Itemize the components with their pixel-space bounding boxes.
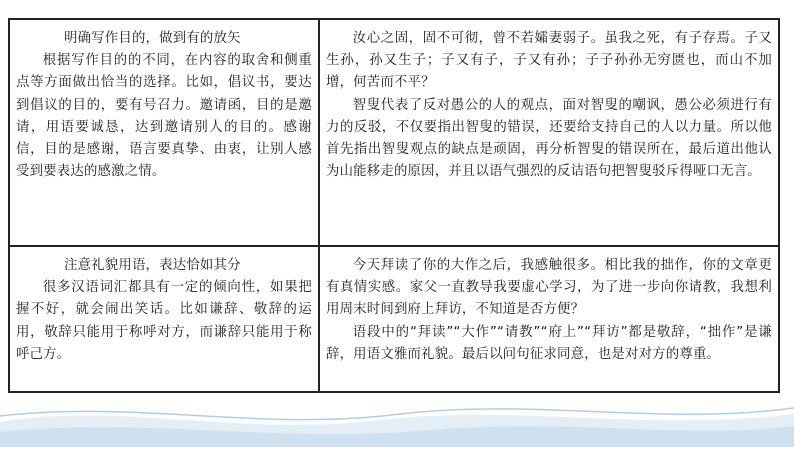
example-paragraph: 今天拜读了你的大作之后，我感触很多。相比我的拙作，你的文章更有真情实感。家父一直教导我要虚心学习，为了进一步向你请教，我想利用周末时间到府上拜访，不知道是否方便？ <box>326 258 772 318</box>
section-body-politeness: 很多汉语词汇都具有一定的倾向性，如果把握不好，就会闹出笑话。比如谦辞、敬辞的运用，敬辞只能用于称呼对方，而谦辞只能用于称呼己方。 <box>16 280 312 362</box>
section-body-purpose: 根据写作目的的不同，在内容的取舍和侧重点等方面做出恰当的选择。比如，倡议书，要达到倡议的目的，要有号召力。邀请函，目的是邀请，用语要诚恳，达到邀请别人的目的。感谢信，目的是感谢，语言要真挚、由衷，让别人感受到要表达的感激之情。 <box>16 53 312 180</box>
example-commentary: 语段中的“拜读”“大作”“请教”“府上”“拜访”都是敬辞，“拙作”是谦辞，用语文雅而礼貌。最后以问句征求同意，也是对对方的尊重。 <box>326 324 772 362</box>
example-quote: 汝心之固，固不可彻，曾不若孀妻弱子。虽我之死，有子存焉。子又生孙，孙又生子；子又有子，子又有孙；子子孙孙无穷匮也，而山不加增，何苦而不平？ <box>326 31 772 91</box>
wave-graphic <box>0 392 794 447</box>
decorative-wave <box>0 392 794 447</box>
cell-top-right <box>326 28 772 183</box>
cell-bottom-left <box>16 255 312 366</box>
row-divider <box>10 245 778 247</box>
column-divider <box>318 20 320 391</box>
section-title-politeness: 注意礼貌用语，表达恰如其分 <box>64 258 241 273</box>
example-analysis: 智叟代表了反对愚公的人的观点，面对智叟的嘲讽，愚公必须进行有力的反驳，不仅要指出智叟的错误，还要给支持自己的人以力量。所以他首先指出智叟观点的缺点是顽固，再分析智叟的错误所在，最后道出他认为山能移走的原因，并且以语气强烈的反诘语句把智叟驳斥得哑口无言。 <box>326 97 772 180</box>
section-title-purpose: 明确写作目的，做到有的放矢 <box>64 31 241 46</box>
cell-bottom-right <box>326 255 772 366</box>
cell-top-left <box>16 28 312 183</box>
content-table <box>8 18 780 393</box>
